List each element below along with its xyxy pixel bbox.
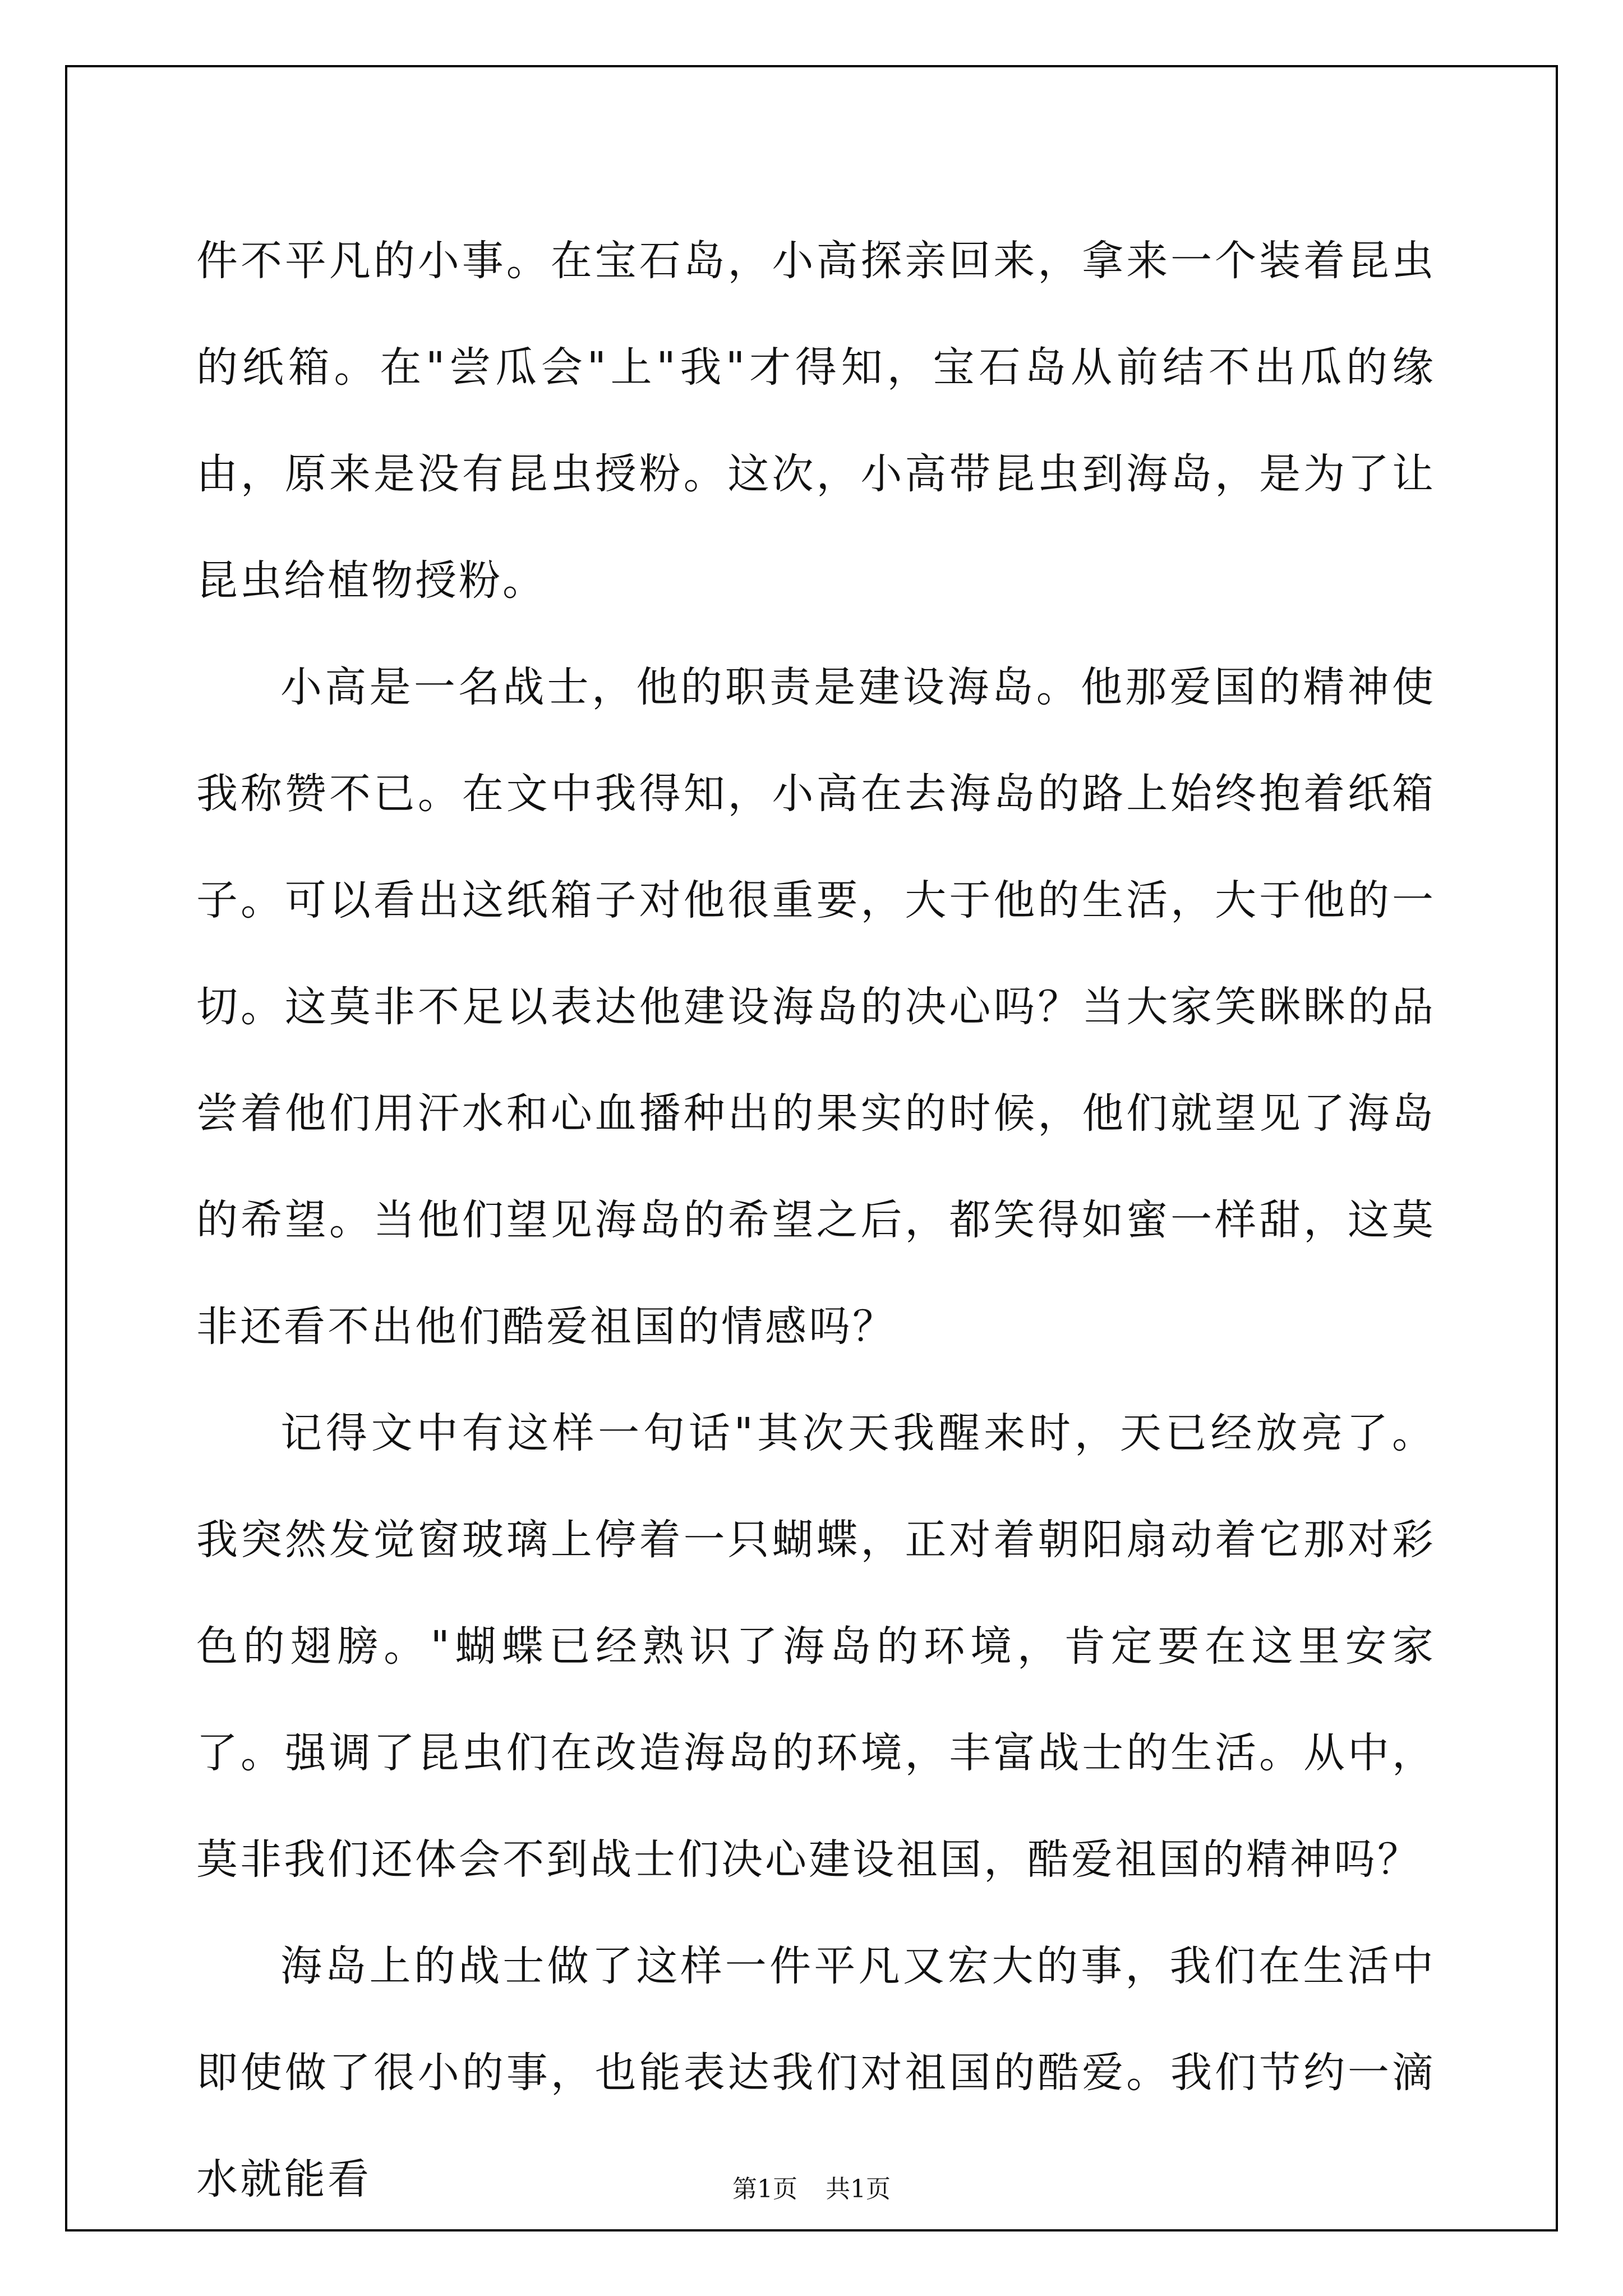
page-footer [0,2169,1623,2205]
paragraph-1: 件不平凡的小事。在宝石岛，小高探亲回来，拿来一个装着昆虫的纸箱。在"尝瓜会"上"我"才得知，宝石岛从前结不出瓜的缘由，原来是没有昆虫授粉。这次，小高带昆虫到海岛，是为了让昆虫给植物授粉。 [196,237,1436,605]
page-number-current: 第1页 [732,2175,797,2203]
page-number-total: 共1页 [826,2175,891,2203]
paragraph-3: 记得文中有这样一句话"其次天我醒来时，天已经放亮了。我突然发觉窗玻璃上停着一只蝴蝶，正对着朝阳扇动着它那对彩色的翅膀。"蝴蝶已经熟识了海岛的环境，肯定要在这里安家了。强调了昆虫们在改造海岛的环境，丰富战士的生活。从中，莫非我们还体会不到战士们决心建设祖国，酷爱祖国的精神吗？ [196,1409,1436,1884]
document-body [196,208,1436,2233]
paragraph-2: 小高是一名战士，他的职责是建设海岛。他那爱国的精神使我称赞不已。在文中我得知，小高在去海岛的路上始终抱着纸箱子。可以看出这纸箱子对他很重要，大于他的生活，大于他的一切。这莫非不足以表达他建设海岛的决心吗？当大家笑眯眯的品尝着他们用汗水和心血播种出的果实的时候，他们就望见了海岛的希望。当他们望见海岛的希望之后，都笑得如蜜一样甜，这莫非还看不出他们酷爱祖国的情感吗？ [196,663,1436,1351]
paragraph-4: 海岛上的战士做了这样一件平凡又宏大的事，我们在生活中即使做了很小的事，也能表达我们对祖国的酷爱。我们节约一滴水就能看 [196,1942,1436,2203]
